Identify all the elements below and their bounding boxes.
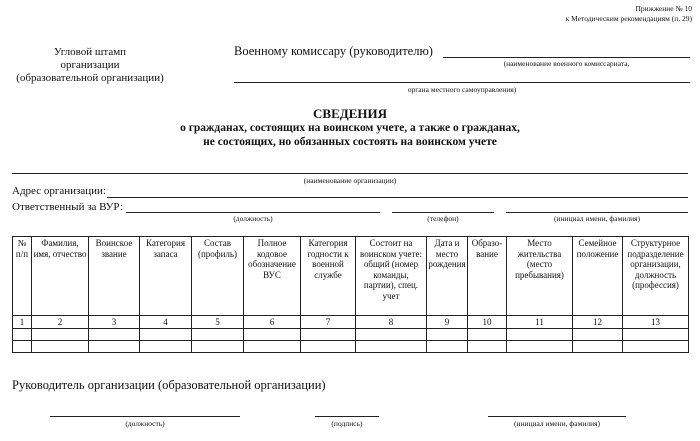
org-address-line[interactable]: [107, 197, 688, 198]
col-header-num: № п/п: [13, 237, 32, 316]
org-name-line[interactable]: [12, 173, 688, 174]
stamp-line-1: Угловой штамп: [53, 46, 127, 58]
col-number: 5: [192, 316, 244, 329]
col-number: 10: [468, 316, 507, 329]
col-number: 1: [13, 316, 32, 329]
col-number: 13: [623, 316, 689, 329]
table-row[interactable]: [13, 341, 689, 353]
title-subline-2: не состоящих, но обязанных состоять на воинском учете: [203, 136, 497, 148]
responsible-name-hint: (инициал имени, фамилия): [553, 214, 641, 223]
col-number: 9: [427, 316, 468, 329]
col-header-position: Структурное подразделение организации, должность (профессия): [623, 237, 689, 316]
stamp-line-3: (образовательной организации): [16, 72, 164, 84]
head-label: Руководитель организации (образовательной организации): [12, 378, 326, 392]
col-header-residence: Место жительства (место пребывания): [507, 237, 573, 316]
addressee-line-2[interactable]: [234, 82, 690, 83]
col-header-marital: Семейное положение: [573, 237, 623, 316]
col-number: 2: [32, 316, 89, 329]
col-header-registration: Состоит на воинском учете: общий (номер команды, партии), спец. учет: [356, 237, 427, 316]
stamp-line-2: организации: [60, 59, 120, 71]
citizens-table: [12, 236, 689, 353]
title-subline-1: о гражданах, состоящих на воинском учете, а также о гражданах,: [180, 122, 520, 134]
col-header-birth: Дата и место рождения: [427, 237, 468, 316]
col-number: 3: [89, 316, 140, 329]
responsible-position-line[interactable]: [126, 212, 380, 213]
appendix-line-2: к Методическим рекомендациям (п. 29): [565, 14, 692, 23]
responsible-name-line[interactable]: [506, 212, 688, 213]
addressee-label: Военному комиссару (руководителю): [234, 44, 433, 58]
col-header-reserve-category: Категория запаса: [140, 237, 192, 316]
col-header-profile: Состав (профиль): [192, 237, 244, 316]
addressee-line[interactable]: [443, 57, 690, 58]
table-header-row: [13, 237, 689, 316]
col-number: 4: [140, 316, 192, 329]
table-number-row: [13, 316, 689, 329]
col-header-fitness: Категория годности к военной службе: [301, 237, 356, 316]
head-signature-line[interactable]: [315, 416, 379, 417]
col-header-rank: Воинское звание: [89, 237, 140, 316]
addressee-hint-2: органа местного самоуправления): [407, 85, 517, 94]
table-row[interactable]: [13, 329, 689, 341]
col-header-fio: Фамилия, имя, отчество: [32, 237, 89, 316]
head-position-hint: (должность): [125, 419, 165, 428]
org-address-label: Адрес организации:: [12, 185, 106, 197]
col-number: 6: [244, 316, 301, 329]
col-header-vus: Полное кодовое обозначение ВУС: [244, 237, 301, 316]
responsible-label: Ответственный за ВУР:: [12, 201, 123, 213]
head-signature-hint: (подпись): [331, 419, 363, 428]
addressee-hint-1: (наименование военного комиссариата,: [503, 59, 630, 68]
responsible-position-hint: (должность): [233, 214, 273, 223]
head-name-hint: (инициал имени, фамилия): [513, 419, 601, 428]
corner-stamp: [10, 46, 170, 85]
col-number: 8: [356, 316, 427, 329]
org-name-hint: (наименование организации): [303, 176, 397, 185]
responsible-phone-line[interactable]: [392, 212, 494, 213]
head-position-line[interactable]: [50, 416, 240, 417]
document-title: СВЕДЕНИЯ: [313, 106, 387, 121]
head-name-line[interactable]: [488, 416, 626, 417]
col-header-education: Образо-вание: [468, 237, 507, 316]
col-number: 11: [507, 316, 573, 329]
col-number: 7: [301, 316, 356, 329]
responsible-phone-hint: (телефон): [427, 214, 459, 223]
col-number: 12: [573, 316, 623, 329]
appendix-line-1: Прижжение № 10: [635, 4, 692, 13]
